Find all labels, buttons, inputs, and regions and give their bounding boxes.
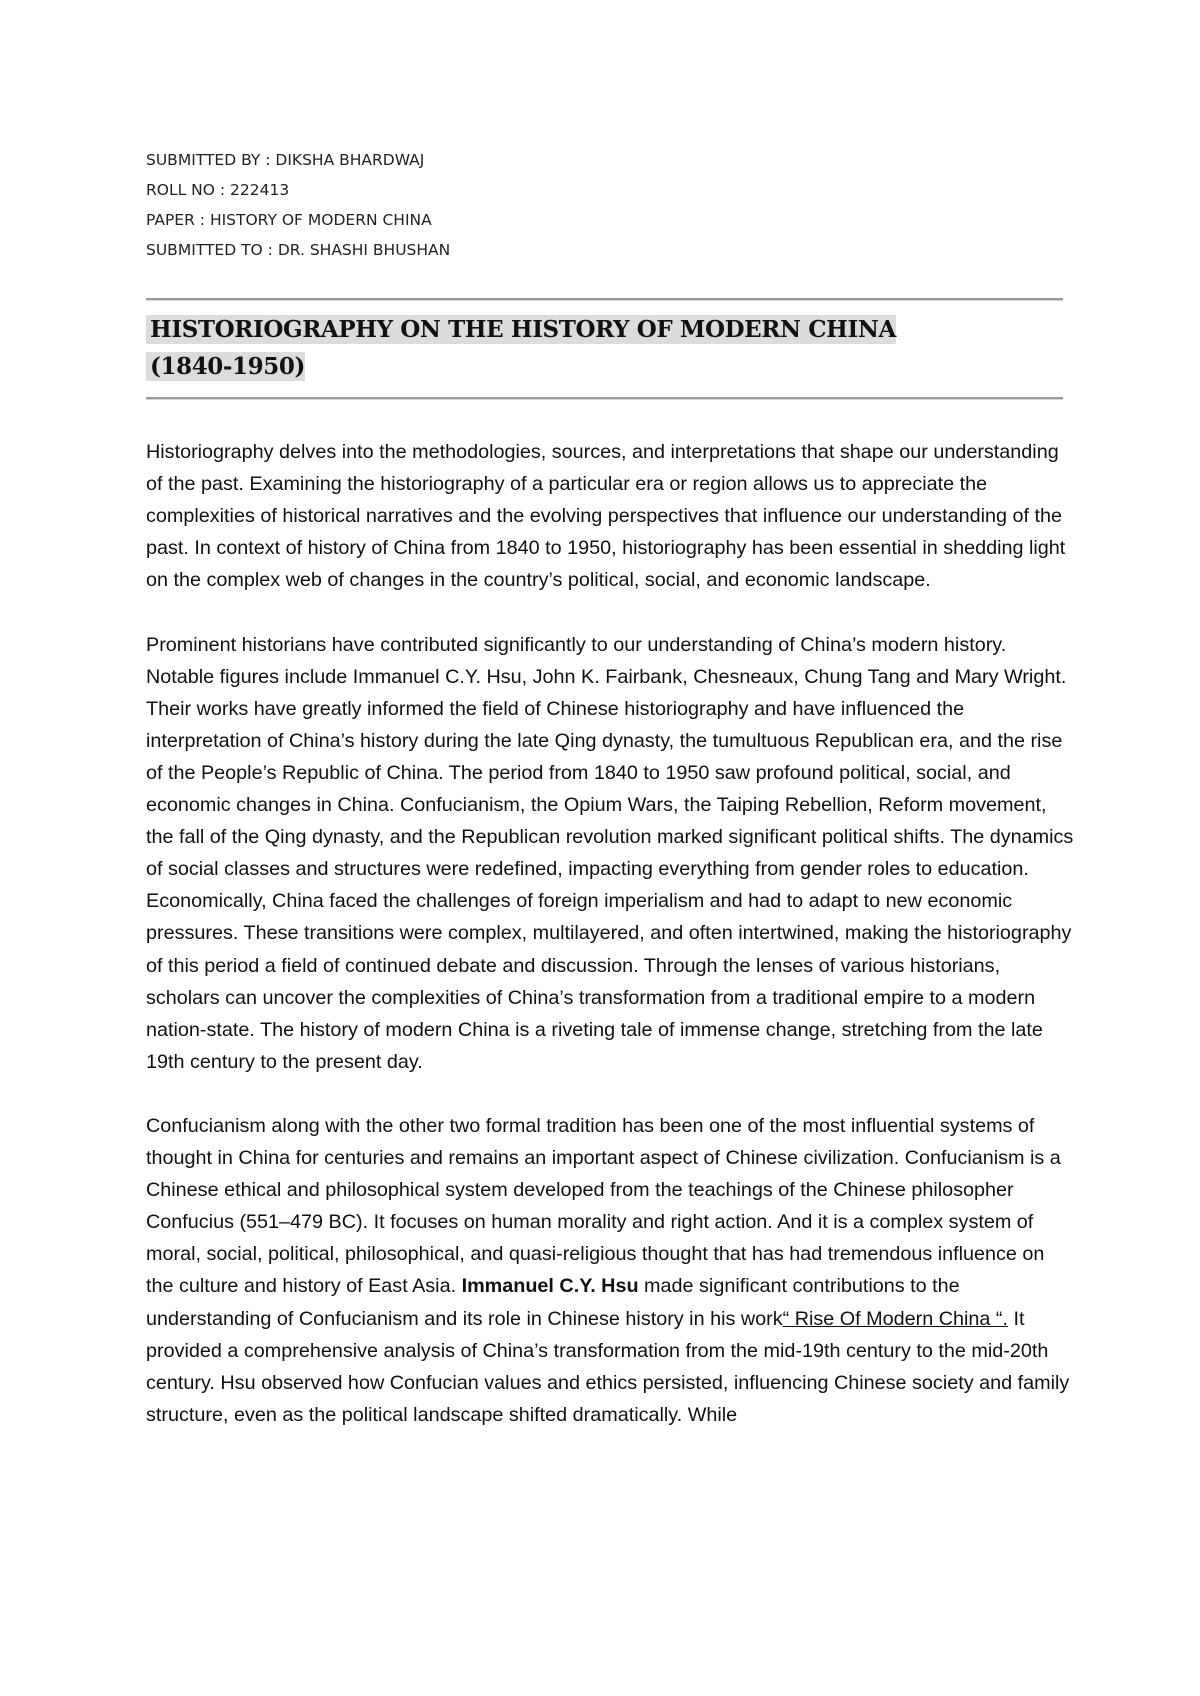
paragraph-3-text-b: made significant contributions to the understanding of Confucianism and its role in Chinese history in his work [146, 1275, 960, 1330]
paragraph-3-text-c: It provided a comprehensive analysis of China’s transformation from the mid-19th century to the mid-20th century. Hsu observed how Confucian values and ethics persisted, influencing Chinese society and family structure, even as the political landscape shifted dramatically. While [146, 1307, 1070, 1426]
submitted-to: SUBMITTED TO : DR. SHASHI BHUSHAN [146, 241, 451, 259]
paragraph-3 [146, 1110, 1076, 1431]
top-divider [146, 298, 1063, 301]
work-title-underlined: “ Rise Of Modern China “. [782, 1307, 1008, 1330]
author-name-bold: Immanuel C.Y. Hsu [461, 1275, 639, 1298]
submission-details [146, 148, 450, 268]
paragraph-2: Prominent historians have contributed significantly to our understanding of China’s modern history. Notable figures include Immanuel C.Y. Hsu, John K. Fairbank, Chesneaux, Chung Tang and Mary Wright. Their works have greatly informed the field of Chinese historiography and have influenced the interpretation of China’s history during the late Qing dynasty, the tumultuous Republican era, and the rise of the People’s Republic of China. The period from 1840 to 1950 saw profound political, social, and economic changes in China. Confucianism, the Opium Wars, the Taiping Rebellion, Reform movement, the fall of the Qing dynasty, and the Republican revolution marked significant political shifts. The dynamics of social classes and structures were redefined, impacting everything from gender roles to education. Economically, China faced the challenges of foreign imperialism and had to adapt to new economic pressures. These transitions were complex, multilayered, and often intertwined, making the historiography of this period a field of continued debate and discussion. Through the lenses of various historians, scholars can uncover the complexities of China’s transformation from a traditional empire to a modern nation-state. The history of modern China is a riveting tale of immense change, stretching from the late 19th century to the present day. [146, 633, 1074, 1073]
document-title [146, 311, 1063, 385]
paragraph-3-text-a: Confucianism along with the other two formal tradition has been one of the most influential systems of thought in China for centuries and remains an important aspect of Chinese civilization. Confucianism is a Chinese ethical and philosophical system developed from the teachings of the Chinese philosopher Confucius (551–479 BC). It focuses on human morality and right action. And it is a complex system of moral, social, political, philosophical, and quasi-religious thought that has had tremendous influence on the culture and history of East Asia. [146, 1114, 1061, 1298]
title-line-1: HISTORIOGRAPHY ON THE HISTORY OF MODERN CHINA [146, 315, 896, 344]
bottom-divider [146, 397, 1063, 400]
paper-name: PAPER : HISTORY OF MODERN CHINA [146, 211, 432, 229]
submitted-by: SUBMITTED BY : DIKSHA BHARDWAJ [146, 151, 425, 169]
paragraph-1: Historiography delves into the methodologies, sources, and interpretations that shape our understanding of the past. Examining the historiography of a particular era or region allows us to appreciate the complexities of historical narratives and the evolving perspectives that influence our understanding of the past. In context of history of China from 1840 to 1950, historiography has been essential in shedding light on the complex web of changes in the country’s political, social, and economic landscape. [146, 441, 1066, 592]
title-line-2: (1840-1950) [146, 352, 305, 381]
roll-number: ROLL NO : 222413 [146, 181, 290, 199]
document-body [146, 436, 1076, 1463]
